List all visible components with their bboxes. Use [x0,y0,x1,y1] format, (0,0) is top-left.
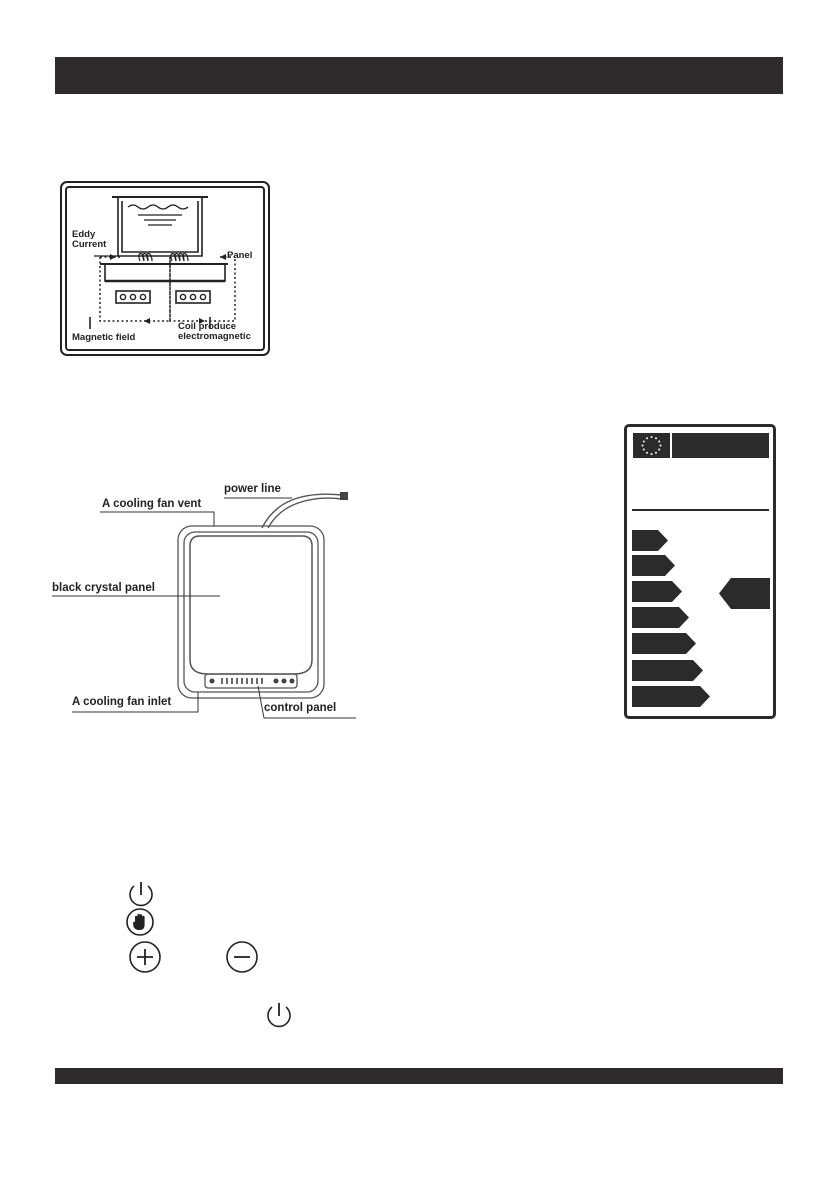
plus-icon [128,940,162,974]
cooker-parts-figure [0,470,370,730]
energy-class-bar [632,660,703,681]
power-icon [263,999,295,1031]
label-eddy: Eddy [72,229,96,240]
energy-class-bar [632,530,668,551]
label-current: Current [72,239,107,250]
label-cooling-fan-vent: A cooling fan vent [102,498,202,510]
energy-class-pointer [719,578,770,609]
label-control-panel: control panel [264,702,337,714]
induction-principle-figure [60,181,270,356]
label-cooling-fan-inlet: A cooling fan inlet [72,696,172,708]
eu-flag-icon [633,433,670,458]
energy-class-bar [632,555,675,576]
energy-label-divider [632,509,769,511]
label-coil-produce: Coil produce [178,321,237,332]
energy-class-bar [632,581,682,602]
label-power-line: power line [224,483,281,495]
energy-label [624,424,776,719]
header-bar [55,57,783,94]
energy-label-header [672,433,769,458]
hand-lock-icon [124,906,156,938]
label-black-crystal-panel: black crystal panel [52,582,155,594]
label-panel: Panel [227,250,253,261]
footer-bar [55,1068,783,1084]
label-electromagnetic: electromagnetic [178,331,251,342]
energy-class-bar [632,633,696,654]
energy-class-bar [632,607,689,628]
energy-class-bar [632,686,710,707]
induction-diagram-drawing [60,181,270,356]
minus-icon [225,940,259,974]
label-magnetic-field: Magnetic field [72,332,136,343]
